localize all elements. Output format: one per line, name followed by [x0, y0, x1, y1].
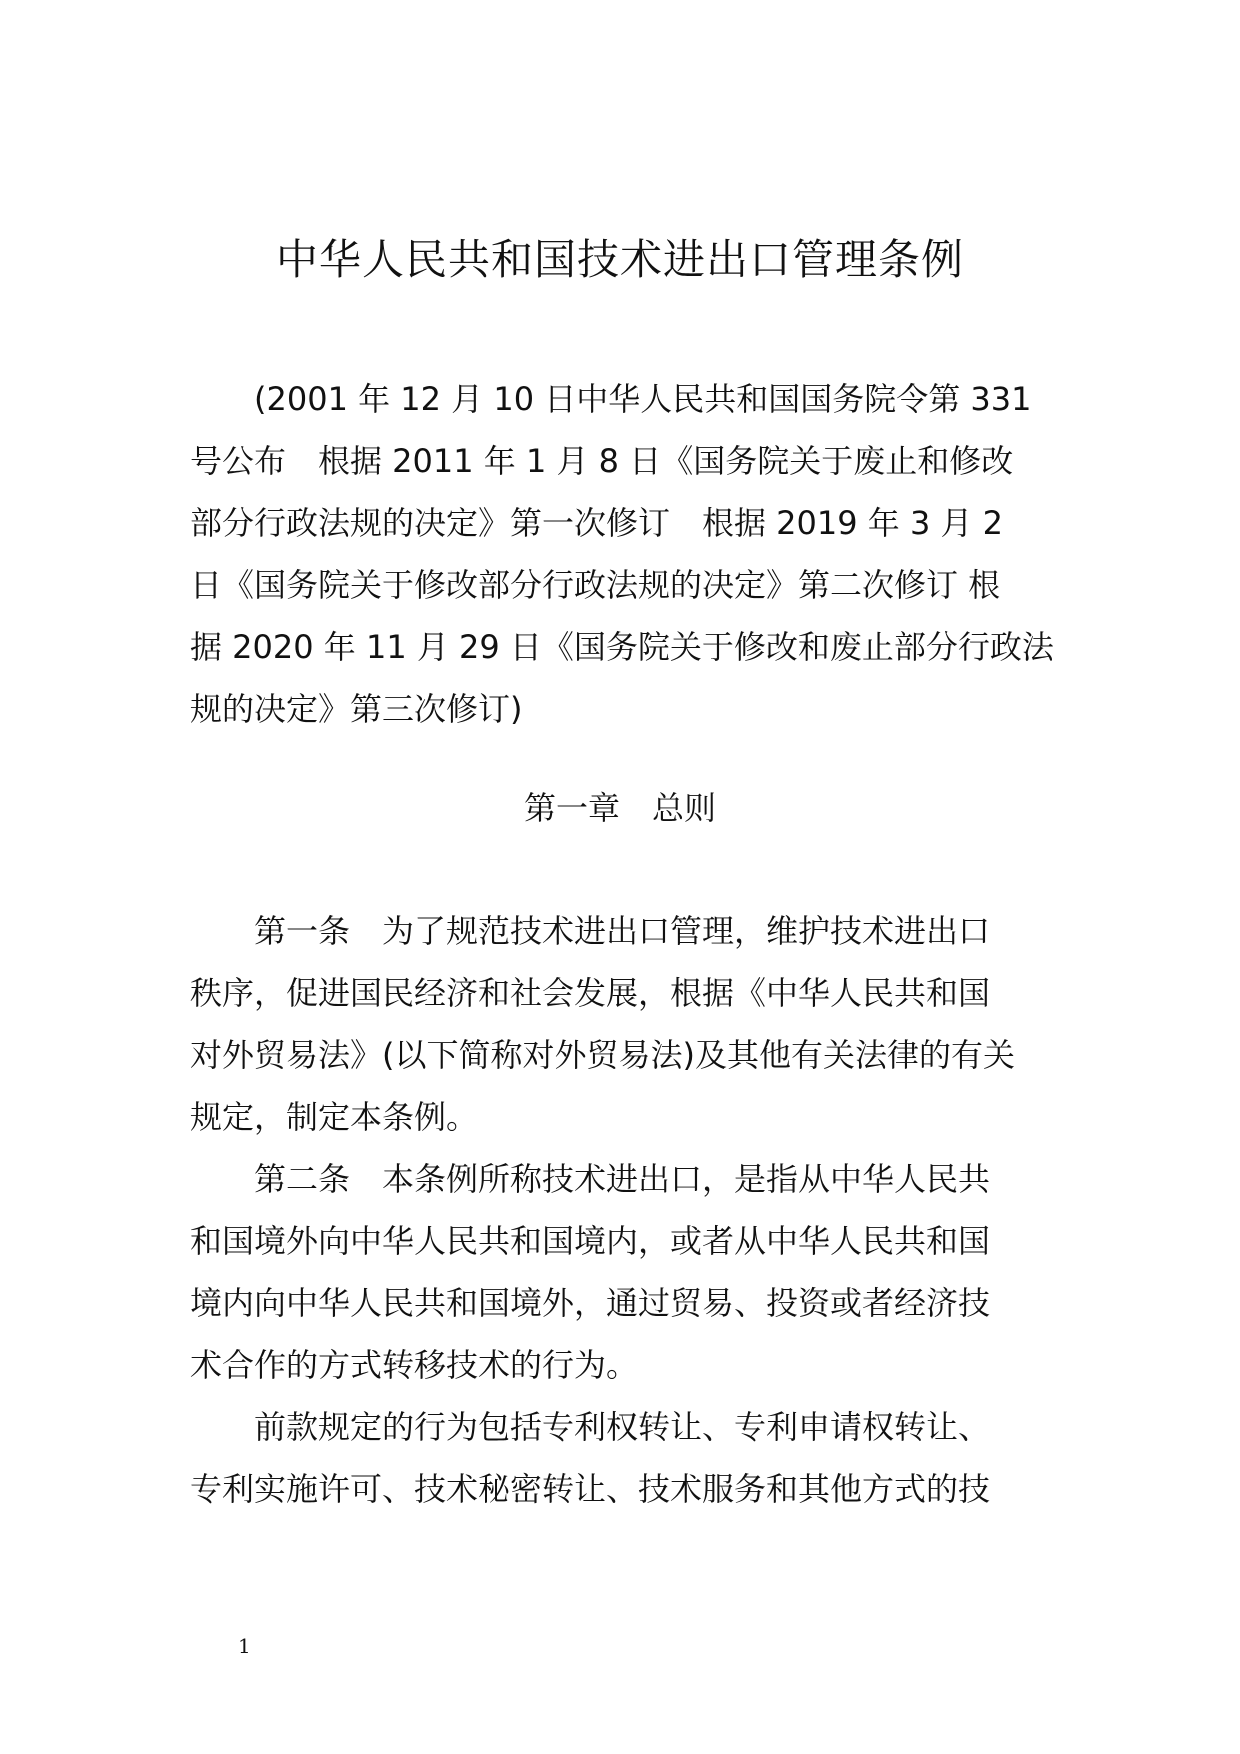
article-line: 术合作的方式转移技术的行为。	[190, 1346, 639, 1384]
preamble-line: (2001 年 12 月 10 日中华人民共和国国务院令第 331	[254, 380, 1032, 418]
article-line: 对外贸易法》(以下简称对外贸易法)及其他有关法律的有关	[190, 1036, 1015, 1074]
article-line: 秩序，促进国民经济和社会发展，根据《中华人民共和国	[190, 974, 991, 1012]
preamble-line: 部分行政法规的决定》第一次修订 根据 2019 年 3 月 2	[190, 504, 1004, 542]
article-line: 专利实施许可、技术秘密转让、技术服务和其他方式的技	[190, 1470, 991, 1508]
article-line: 第一条 为了规范技术进出口管理，维护技术进出口	[254, 912, 991, 950]
article-line: 第二条 本条例所称技术进出口，是指从中华人民共	[254, 1160, 991, 1198]
chapter-heading: 第一章 总则	[523, 789, 716, 827]
preamble-line: 号公布 根据 2011 年 1 月 8 日《国务院关于废止和修改	[190, 442, 1014, 480]
article-line: 和国境外向中华人民共和国境内，或者从中华人民共和国	[190, 1222, 991, 1260]
preamble	[190, 368, 1054, 740]
preamble-line: 据 2020 年 11 月 29 日《国务院关于修改和废止部分行政法	[190, 628, 1054, 666]
article-1	[190, 900, 1050, 1148]
preamble-paragraph	[190, 368, 1054, 740]
article-2-paragraph-2	[190, 1396, 1050, 1520]
preamble-line: 日《国务院关于修改部分行政法规的决定》第二次修订 根	[190, 566, 1001, 604]
page-number: 1	[238, 1634, 251, 1658]
preamble-line: 规的决定》第三次修订)	[190, 690, 523, 728]
document-title: 中华人民共和国技术进出口管理条例	[275, 235, 964, 284]
article-line: 境内向中华人民共和国境外，通过贸易、投资或者经济技	[190, 1284, 991, 1322]
article-line: 前款规定的行为包括专利权转让、专利申请权转让、	[254, 1408, 991, 1446]
article-2	[190, 1148, 1050, 1396]
article-line: 规定，制定本条例。	[190, 1098, 479, 1136]
articles	[190, 900, 1050, 1520]
